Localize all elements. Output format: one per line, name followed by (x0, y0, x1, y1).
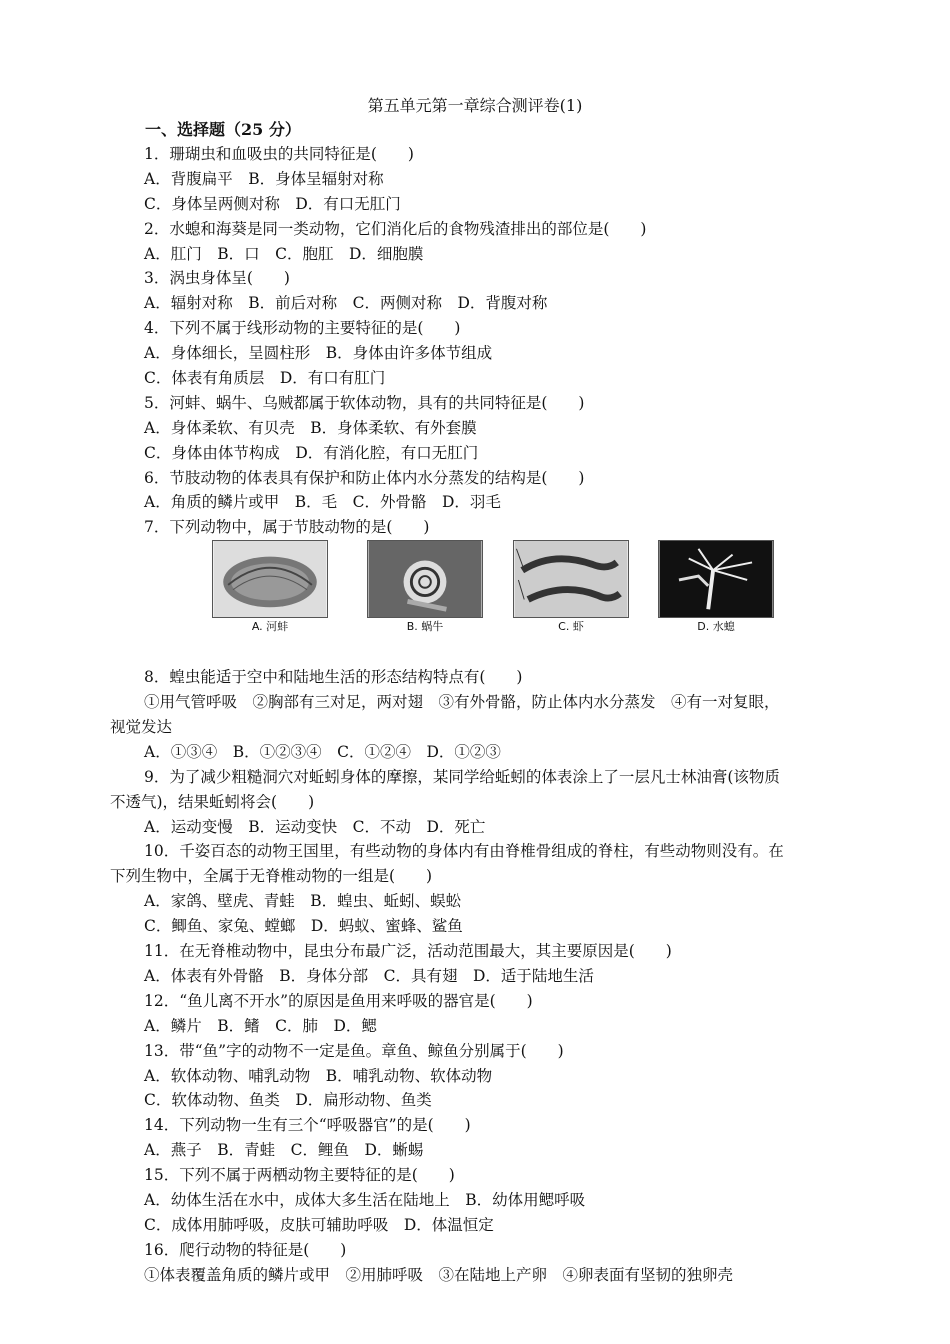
question-line: A．肛门 B．口 C．胞肛 D．细胞膜 (144, 244, 424, 263)
question-line: 1．珊瑚虫和血吸虫的共同特征是( ) (144, 145, 414, 163)
section-heading: 一、选择题（25 分） (145, 120, 301, 139)
question-line: A．软体动物、哺乳动物 B．哺乳动物、软体动物 (144, 1066, 493, 1085)
question-line: 4．下列不属于线形动物的主要特征的是( ) (144, 319, 461, 338)
question-line: C．身体由体节构成 D．有消化腔，有口无肛门 (144, 443, 479, 462)
question-line: 7．下列动物中，属于节肢动物的是( ) (144, 518, 430, 537)
question-line: 视觉发达 (110, 718, 173, 737)
question-line: A．角质的鳞片或甲 B．毛 C．外骨骼 D．羽毛 (144, 493, 501, 512)
question7-figures (110, 540, 840, 665)
question-line: C．软体动物、鱼类 D．扁形动物、鱼类 (144, 1091, 432, 1110)
question-line: 3．涡虫身体呈( ) (144, 269, 290, 288)
question-line: 9．为了减少粗糙洞穴对蚯蚓身体的摩擦，某同学给蚯蚓的体表涂上了一层凡士林油膏(该物质 (144, 767, 780, 786)
question-line: 不透气)，结果蚯蚓将会( ) (110, 792, 315, 811)
figure-caption: A. 河蚌 (251, 620, 289, 634)
question-line: 16．爬行动物的特征是( ) (144, 1240, 347, 1259)
question-line: A．①③④ B．①②③④ C．①②④ D．①②③ (144, 742, 501, 761)
question-line: 15．下列不属于两栖动物主要特征的是( ) (144, 1166, 455, 1185)
question-line: C．身体呈两侧对称 D．有口无肛门 (144, 194, 401, 213)
question-list (110, 142, 840, 1288)
question-line: 8．蝗虫能适于空中和陆地生活的形态结构特点有( ) (144, 668, 523, 687)
question-line: 6．节肢动物的体表具有保护和防止体内水分蒸发的结构是( ) (144, 468, 585, 487)
hydra-icon (658, 540, 774, 618)
question-line: 13．带“鱼”字的动物不一定是鱼。章鱼、鲸鱼分别属于( ) (144, 1041, 564, 1060)
question-line: C．鲫鱼、家兔、螳螂 D．蚂蚁、蜜蜂、鲨鱼 (144, 917, 463, 936)
shrimp-icon (513, 540, 629, 618)
question-line: A．幼体生活在水中，成体大多生活在陆地上 B．幼体用鳃呼吸 (144, 1190, 586, 1209)
page-title: 第五单元第一章综合测评卷(1) (367, 96, 583, 115)
figure-caption: D. 水螅 (697, 620, 735, 634)
question-line: 12．“鱼儿离不开水”的原因是鱼用来呼吸的器官是( ) (144, 991, 533, 1010)
clam-icon (212, 540, 328, 618)
question-line: ①用气管呼吸 ②胸部有三对足，两对翅 ③有外骨骼，防止体内水分蒸发 ④有一对复眼， (144, 693, 780, 712)
question-line: A．辐射对称 B．前后对称 C．两侧对称 D．背腹对称 (144, 294, 548, 313)
question-line: A．身体细长，呈圆柱形 B．身体由许多体节组成 (144, 344, 493, 363)
question-line: 5．河蚌、蜗牛、乌贼都属于软体动物，具有的共同特征是( ) (144, 393, 585, 412)
question-line: ①体表覆盖角质的鳞片或甲 ②用肺呼吸 ③在陆地上产卵 ④卵表面有坚韧的独卵壳 (144, 1265, 734, 1284)
figure-caption: B. 蜗牛 (406, 620, 444, 634)
question-line: 2．水螅和海葵是同一类动物，它们消化后的食物残渣排出的部位是( ) (144, 219, 647, 238)
figure-clam (212, 540, 328, 636)
question-line: 10．千姿百态的动物王国里，有些动物的身体内有由脊椎骨组成的脊柱，有些动物则没有。在 (144, 842, 784, 861)
question-line: A．身体柔软、有贝壳 B．身体柔软、有外套膜 (144, 418, 477, 437)
question-line: A．体表有外骨骼 B．身体分部 C．具有翅 D．适于陆地生活 (144, 966, 594, 985)
question-line: 下列生物中，全属于无脊椎动物的一组是( ) (110, 867, 433, 886)
figure-shrimp (513, 540, 629, 636)
question-line: C．成体用肺呼吸，皮肤可辅助呼吸 D．体温恒定 (144, 1215, 494, 1234)
figure-snail (367, 540, 483, 636)
question-line: A．家鸽、壁虎、青蛙 B．蝗虫、蚯蚓、蜈蚣 (144, 892, 462, 911)
snail-icon (367, 540, 483, 618)
question-line: C．体表有角质层 D．有口有肛门 (144, 369, 386, 388)
question-line: A．燕子 B．青蛙 C．鲤鱼 D．蜥蜴 (144, 1141, 424, 1160)
figure-hydra (658, 540, 774, 636)
question-line: A．背腹扁平 B．身体呈辐射对称 (144, 169, 384, 188)
question-line: A．运动变慢 B．运动变快 C．不动 D．死亡 (144, 817, 486, 836)
question-line: A．鳞片 B．鳍 C．肺 D．鳃 (144, 1016, 377, 1035)
question-line: 11．在无脊椎动物中，昆虫分布最广泛，活动范围最大，其主要原因是( ) (144, 942, 672, 961)
question-line: 14．下列动物一生有三个“呼吸器官”的是( ) (144, 1116, 471, 1135)
figure-caption: C. 虾 (558, 620, 584, 634)
